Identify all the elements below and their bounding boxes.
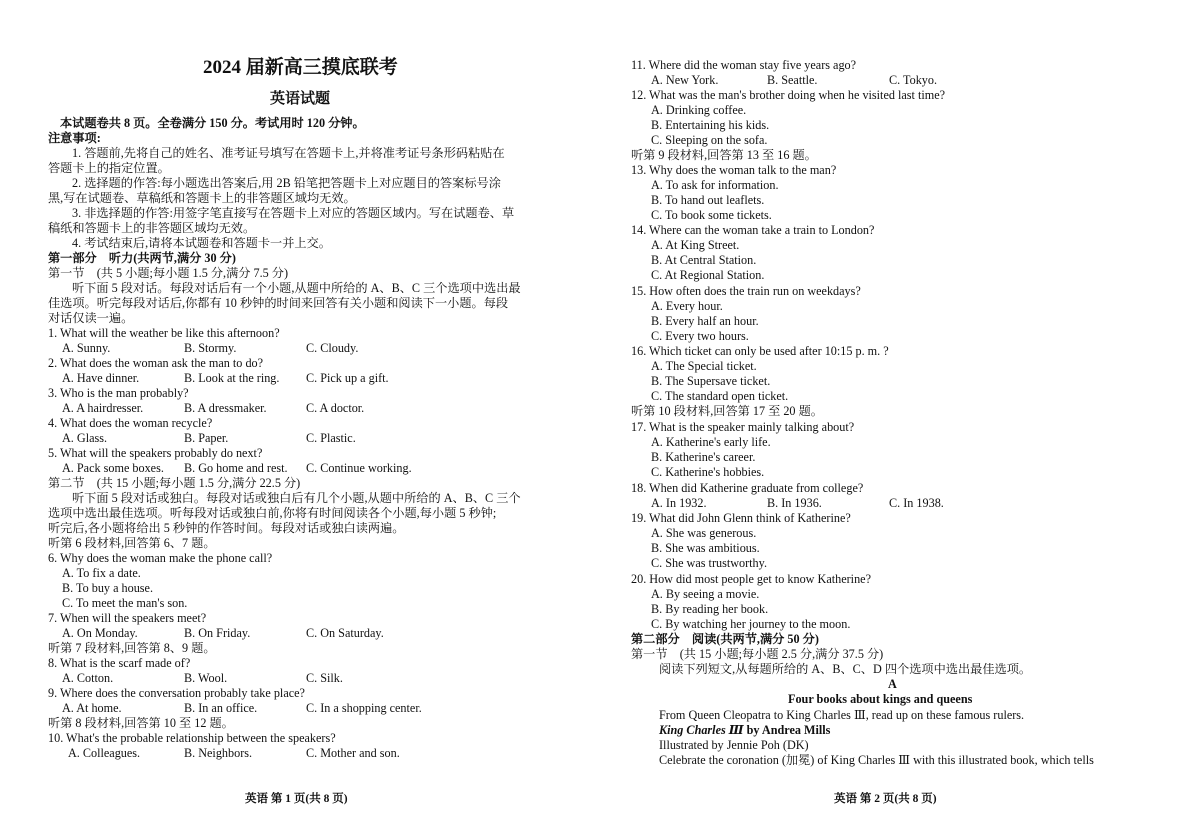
option-c[interactable]: C. Pick up a gift. — [306, 371, 389, 385]
exam-title: 2024 届新高三摸底联考 — [203, 57, 398, 78]
option-b[interactable]: B. Entertaining his kids. — [651, 118, 770, 132]
option-a[interactable]: A. At home. — [62, 701, 122, 715]
q9-options — [62, 701, 422, 716]
option-c[interactable]: C. Mother and son. — [306, 746, 400, 760]
option-a[interactable]: A. Cotton. — [62, 671, 114, 685]
option-a[interactable]: A. In 1932. — [651, 496, 707, 510]
material-9: 听第 9 段材料,回答第 13 至 16 题。 — [631, 148, 817, 162]
option-b[interactable]: B. Look at the ring. — [184, 371, 280, 385]
option-c[interactable]: C. Sleeping on the sofa. — [651, 133, 768, 147]
section1-instructions: 佳选项。听完每段对话后,你都有 10 秒钟的时间来回答有关小题和阅读下一小题。每段 — [48, 296, 509, 310]
option-a[interactable]: A. Colleagues. — [68, 746, 141, 760]
option-a[interactable]: A. On Monday. — [62, 626, 138, 640]
part2-heading: 第二部分 阅读(共两节,满分 50 分) — [631, 632, 819, 646]
q18-options — [651, 496, 944, 511]
option-c[interactable]: C. The standard open ticket. — [651, 389, 789, 403]
option-c[interactable]: C. She was trustworthy. — [651, 556, 768, 570]
option-a[interactable]: A. To fix a date. — [62, 566, 141, 580]
option-b[interactable]: B. Go home and rest. — [184, 461, 288, 475]
option-a[interactable]: A. At King Street. — [651, 238, 740, 252]
section1-instructions: 对话仅读一遍。 — [48, 311, 134, 325]
option-a[interactable]: A. Have dinner. — [62, 371, 140, 385]
option-c[interactable]: C. On Saturday. — [306, 626, 384, 640]
question-1: 1. What will the weather be like this afternoon? — [48, 326, 280, 340]
option-a[interactable]: A. The Special ticket. — [651, 359, 757, 373]
option-a[interactable]: A. By seeing a movie. — [651, 587, 760, 601]
material-8: 听第 8 段材料,回答第 10 至 12 题。 — [48, 716, 234, 730]
option-b[interactable]: B. Neighbors. — [184, 746, 253, 760]
material-10: 听第 10 段材料,回答第 17 至 20 题。 — [631, 404, 823, 418]
option-b[interactable]: B. Stormy. — [184, 341, 237, 355]
option-c[interactable]: C. Katherine's hobbies. — [651, 465, 765, 479]
page-footer: 英语 第 2 页(共 8 页) — [834, 793, 937, 805]
option-c[interactable]: C. A doctor. — [306, 401, 365, 415]
option-c[interactable]: C. By watching her journey to the moon. — [651, 617, 851, 631]
q2-options — [62, 371, 389, 386]
q8-options — [62, 671, 343, 686]
option-b[interactable]: B. To buy a house. — [62, 581, 154, 595]
option-a[interactable]: A. A hairdresser. — [62, 401, 144, 415]
book-1-author: by Andrea Mills — [746, 723, 831, 737]
option-c[interactable]: C. In 1938. — [889, 496, 944, 510]
passage-title: Four books about kings and queens — [788, 692, 973, 706]
section2-heading: 第二节 (共 15 小题;每小题 1.5 分,满分 22.5 分) — [48, 476, 301, 490]
question-10: 10. What's the probable relationship between the speakers? — [48, 731, 336, 745]
option-c[interactable]: C. Cloudy. — [306, 341, 359, 355]
section1-instructions: 听下面 5 段对话。每段对话后有一个小题,从题中所给的 A、B、C 三个选项中选出最 — [72, 281, 521, 295]
option-a[interactable]: A. Every hour. — [651, 299, 723, 313]
question-11: 11. Where did the woman stay five years ago? — [631, 58, 857, 72]
option-b[interactable]: B. On Friday. — [184, 626, 251, 640]
reading-section1-heading: 第一节 (共 15 小题;每小题 2.5 分,满分 37.5 分) — [631, 647, 884, 661]
question-17: 17. What is the speaker mainly talking about? — [631, 420, 855, 434]
q4-options — [62, 431, 356, 446]
notes-heading: 注意事项: — [48, 131, 101, 145]
book-1-illustrator: Illustrated by Jennie Poh (DK) — [659, 738, 809, 752]
q10-options — [68, 746, 400, 761]
option-c[interactable]: C. Plastic. — [306, 431, 356, 445]
option-c[interactable]: C. In a shopping center. — [306, 701, 422, 715]
question-16: 16. Which ticket can only be used after 10:15 p. m. ? — [631, 344, 889, 358]
option-b[interactable]: B. Wool. — [184, 671, 228, 685]
reading-instructions: 阅读下列短文,从每题所给的 A、B、C、D 四个选项中选出最佳选项。 — [659, 662, 1032, 676]
note-line: 稿纸和答题卡上的非答题区域均无效。 — [48, 221, 256, 235]
passage-intro: From Queen Cleopatra to King Charles Ⅲ, read up on these famous rulers. — [659, 708, 1025, 722]
option-a[interactable]: A. Sunny. — [62, 341, 111, 355]
option-c[interactable]: C. Continue working. — [306, 461, 412, 475]
question-2: 2. What does the woman ask the man to do? — [48, 356, 264, 370]
question-3: 3. Who is the man probably? — [48, 386, 189, 400]
option-a[interactable]: A. Pack some boxes. — [62, 461, 164, 475]
option-b[interactable]: B. Katherine's career. — [651, 450, 756, 464]
part1-heading: 第一部分 听力(共两节,满分 30 分) — [48, 251, 236, 265]
question-5: 5. What will the speakers probably do next? — [48, 446, 263, 460]
option-b[interactable]: B. To hand out leaflets. — [651, 193, 765, 207]
question-14: 14. Where can the woman take a train to London? — [631, 223, 875, 237]
section2-instructions: 听下面 5 段对话或独白。每段对话或独白后有几个小题,从题中所给的 A、B、C 三个 — [72, 491, 521, 505]
q1-options — [62, 341, 358, 356]
option-c[interactable]: C. Silk. — [306, 671, 343, 685]
question-15: 15. How often does the train run on weekdays? — [631, 284, 861, 298]
question-7: 7. When will the speakers meet? — [48, 611, 207, 625]
question-18: 18. When did Katherine graduate from college? — [631, 481, 864, 495]
q7-options — [62, 626, 384, 641]
passage-label: A — [888, 677, 897, 691]
option-c[interactable]: C. To meet the man's son. — [62, 596, 188, 610]
note-line: 3. 非选择题的作答:用签字笔直接写在答题卡上对应的答题区域内。写在试题卷、草 — [72, 206, 515, 220]
option-c[interactable]: C. Every two hours. — [651, 329, 749, 343]
q5-options — [62, 461, 412, 476]
option-c[interactable]: C. At Regional Station. — [651, 268, 765, 282]
book-1-heading — [659, 723, 830, 738]
note-line: 1. 答题前,先将自己的姓名、准考证号填写在答题卡上,并将准考证号条形码粘贴在 — [72, 146, 505, 160]
question-4: 4. What does the woman recycle? — [48, 416, 213, 430]
option-b[interactable]: B. The Supersave ticket. — [651, 374, 771, 388]
option-a[interactable]: A. She was generous. — [651, 526, 757, 540]
option-b[interactable]: B. At Central Station. — [651, 253, 757, 267]
section2-instructions: 听完后,各小题将给出 5 秒钟的作答时间。每段对话或独白读两遍。 — [48, 521, 405, 535]
section1-heading: 第一节 (共 5 小题;每小题 1.5 分,满分 7.5 分) — [48, 266, 289, 280]
section2-instructions: 选项中选出最佳选项。听每段对话或独白前,你将有时间阅读各个小题,每小题 5 秒钟; — [48, 506, 497, 520]
book-1-title: King Charles Ⅲ — [659, 723, 744, 737]
page-footer: 英语 第 1 页(共 8 页) — [245, 793, 348, 805]
subject-title: 英语试题 — [270, 91, 331, 107]
question-13: 13. Why does the woman talk to the man? — [631, 163, 837, 177]
option-a[interactable]: A. Glass. — [62, 431, 108, 445]
note-line: 答题卡上的指定位置。 — [48, 161, 170, 175]
exam-info: 本试题卷共 8 页。全卷满分 150 分。考试用时 120 分钟。 — [60, 116, 365, 130]
material-7: 听第 7 段材料,回答第 8、9 题。 — [48, 641, 216, 655]
question-8: 8. What is the scarf made of? — [48, 656, 191, 670]
q3-options — [62, 401, 364, 416]
option-c[interactable]: C. To book some tickets. — [651, 208, 772, 222]
material-6: 听第 6 段材料,回答第 6、7 题。 — [48, 536, 216, 550]
q11-options — [651, 73, 937, 88]
question-20: 20. How did most people get to know Katherine? — [631, 572, 871, 586]
option-b[interactable]: B. A dressmaker. — [184, 401, 267, 415]
option-a[interactable]: A. Katherine's early life. — [651, 435, 771, 449]
note-line: 黑,写在试题卷、草稿纸和答题卡上的非答题区域均无效。 — [48, 191, 356, 205]
option-b[interactable]: B. She was ambitious. — [651, 541, 760, 555]
option-a[interactable]: A. To ask for information. — [651, 178, 779, 192]
option-c[interactable]: C. Tokyo. — [889, 73, 938, 87]
option-b[interactable]: B. In an office. — [184, 701, 258, 715]
question-6: 6. Why does the woman make the phone call? — [48, 551, 273, 565]
question-19: 19. What did John Glenn think of Katherine? — [631, 511, 851, 525]
note-line: 4. 考试结束后,请将本试题卷和答题卡一并上交。 — [72, 236, 331, 250]
option-b[interactable]: B. Paper. — [184, 431, 229, 445]
option-b[interactable]: B. Every half an hour. — [651, 314, 759, 328]
question-12: 12. What was the man's brother doing when he visited last time? — [631, 88, 946, 102]
option-a[interactable]: A. Drinking coffee. — [651, 103, 747, 117]
book-1-description: Celebrate the coronation (加冕) of King Charles Ⅲ with this illustrated book, which tells — [659, 753, 1094, 767]
option-b[interactable]: B. By reading her book. — [651, 602, 769, 616]
option-a[interactable]: A. New York. — [651, 73, 719, 87]
option-b[interactable]: B. In 1936. — [767, 496, 822, 510]
note-line: 2. 选择题的作答:每小题选出答案后,用 2B 铅笔把答题卡上对应题目的答案标号涂 — [72, 176, 501, 190]
option-b[interactable]: B. Seattle. — [767, 73, 818, 87]
question-9: 9. Where does the conversation probably take place? — [48, 686, 305, 700]
